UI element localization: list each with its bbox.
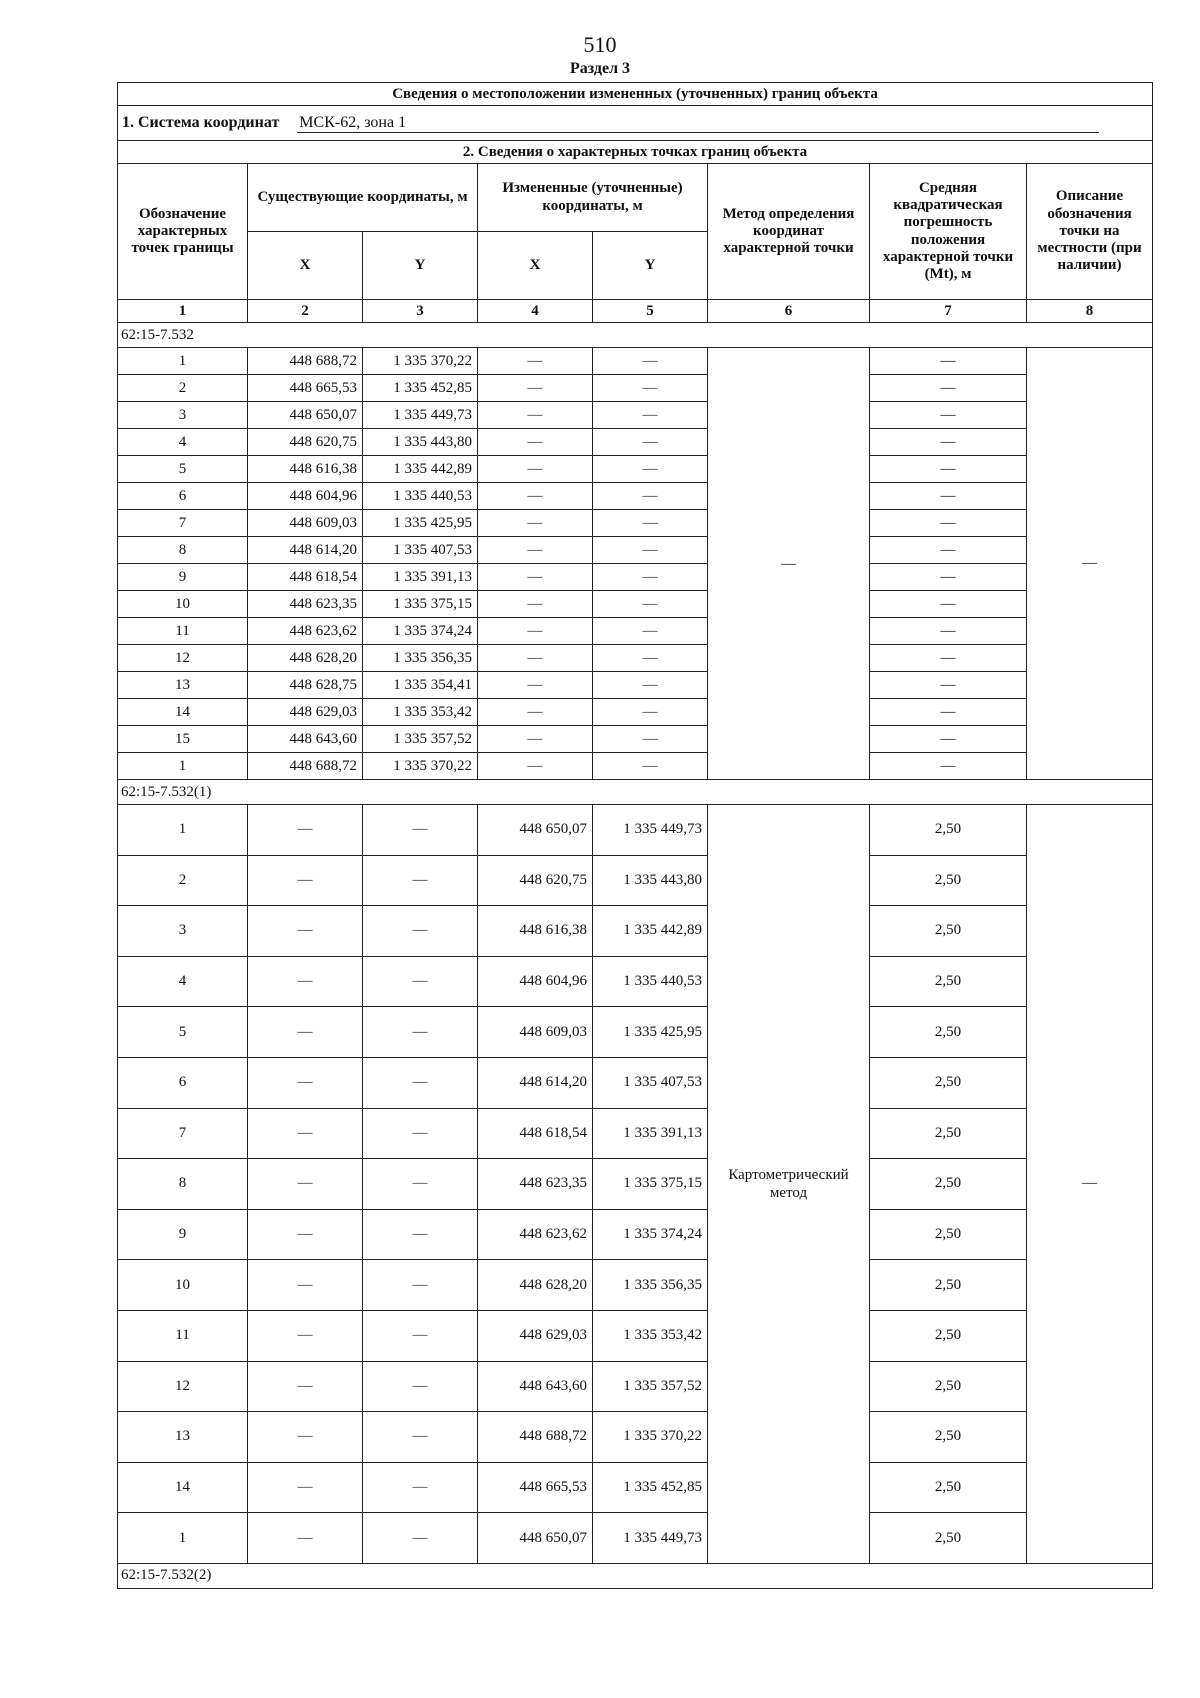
changed-x: — [478, 699, 593, 726]
existing-x: — [248, 1057, 363, 1108]
header-changed: Измененные (уточненные) координаты, м [478, 164, 708, 232]
existing-x: 448 628,20 [248, 645, 363, 672]
table-row [118, 855, 1153, 906]
header-changed-y: Y [593, 232, 708, 300]
table-row [118, 1209, 1153, 1260]
mean-error: — [870, 753, 1027, 780]
point-number: 1 [118, 1513, 248, 1564]
existing-x: 448 623,35 [248, 591, 363, 618]
changed-y: — [593, 537, 708, 564]
existing-x: 448 688,72 [248, 348, 363, 375]
mean-error: 2,50 [870, 1310, 1027, 1361]
changed-x: — [478, 645, 593, 672]
point-number: 6 [118, 1057, 248, 1108]
mean-error: 2,50 [870, 1209, 1027, 1260]
existing-x: 448 618,54 [248, 564, 363, 591]
changed-y: — [593, 348, 708, 375]
point-number: 3 [118, 402, 248, 429]
point-number: 8 [118, 537, 248, 564]
existing-x: — [248, 1260, 363, 1311]
boundary-table [117, 82, 1153, 1589]
existing-y: — [363, 1462, 478, 1513]
point-number: 5 [118, 456, 248, 483]
mean-error: — [870, 645, 1027, 672]
changed-x: 448 618,54 [478, 1108, 593, 1159]
parcel-header-row [118, 780, 1153, 805]
existing-y: 1 335 354,41 [363, 672, 478, 699]
page-number: 510 [583, 32, 617, 57]
table-row [118, 956, 1153, 1007]
mean-error: 2,50 [870, 906, 1027, 957]
mean-error: 2,50 [870, 956, 1027, 1007]
point-number: 2 [118, 375, 248, 402]
existing-y: 1 335 374,24 [363, 618, 478, 645]
changed-y: 1 335 375,15 [593, 1159, 708, 1210]
existing-y: — [363, 1310, 478, 1361]
existing-y: 1 335 425,95 [363, 510, 478, 537]
changed-x: — [478, 510, 593, 537]
changed-x: 448 688,72 [478, 1412, 593, 1463]
existing-y: — [363, 855, 478, 906]
coord-system-value: МСК-62, зона 1 [297, 114, 1099, 133]
mean-error: 2,50 [870, 1007, 1027, 1058]
mean-error: 2,50 [870, 1361, 1027, 1412]
existing-y: — [363, 906, 478, 957]
existing-x: 448 609,03 [248, 510, 363, 537]
existing-y: — [363, 1361, 478, 1412]
point-number: 13 [118, 672, 248, 699]
table-row [118, 1310, 1153, 1361]
point-number: 11 [118, 618, 248, 645]
existing-x: 448 650,07 [248, 402, 363, 429]
point-number: 14 [118, 699, 248, 726]
existing-y: 1 335 370,22 [363, 753, 478, 780]
mean-error: 2,50 [870, 855, 1027, 906]
existing-y: 1 335 440,53 [363, 483, 478, 510]
existing-x: — [248, 1462, 363, 1513]
table-row [118, 805, 1153, 856]
point-number: 6 [118, 483, 248, 510]
changed-y: 1 335 443,80 [593, 855, 708, 906]
table-row [118, 456, 1153, 483]
existing-y: — [363, 1108, 478, 1159]
table-row [118, 1462, 1153, 1513]
table-row [118, 483, 1153, 510]
changed-y: — [593, 591, 708, 618]
table-row [118, 537, 1153, 564]
changed-x: — [478, 375, 593, 402]
changed-y: 1 335 357,52 [593, 1361, 708, 1412]
changed-y: — [593, 483, 708, 510]
column-number: 1 [118, 300, 248, 323]
method-cell: Картометрический метод [708, 805, 870, 1564]
parcel-header-row [118, 1563, 1153, 1588]
changed-y: 1 335 353,42 [593, 1310, 708, 1361]
changed-y: — [593, 510, 708, 537]
changed-x: — [478, 402, 593, 429]
changed-x: 448 614,20 [478, 1057, 593, 1108]
point-number: 4 [118, 429, 248, 456]
changed-y: — [593, 726, 708, 753]
changed-y: — [593, 645, 708, 672]
existing-x: 448 616,38 [248, 456, 363, 483]
changed-y: 1 335 442,89 [593, 906, 708, 957]
changed-x: 448 650,07 [478, 805, 593, 856]
existing-x: — [248, 855, 363, 906]
mean-error: — [870, 564, 1027, 591]
existing-x: — [248, 1159, 363, 1210]
point-number: 10 [118, 591, 248, 618]
changed-y: — [593, 456, 708, 483]
changed-x: — [478, 564, 593, 591]
point-number: 10 [118, 1260, 248, 1311]
mean-error: — [870, 591, 1027, 618]
point-number: 3 [118, 906, 248, 957]
changed-y: 1 335 449,73 [593, 1513, 708, 1564]
header-existing: Существующие координаты, м [248, 164, 478, 232]
existing-y: — [363, 1209, 478, 1260]
changed-x: 448 629,03 [478, 1310, 593, 1361]
coord-system-label: 1. Система координат [122, 113, 280, 131]
changed-y: 1 335 391,13 [593, 1108, 708, 1159]
column-number: 2 [248, 300, 363, 323]
existing-y: 1 335 375,15 [363, 591, 478, 618]
changed-x: — [478, 456, 593, 483]
changed-y: 1 335 452,85 [593, 1462, 708, 1513]
table-row [118, 1159, 1153, 1210]
changed-x: 448 623,35 [478, 1159, 593, 1210]
changed-x: 448 650,07 [478, 1513, 593, 1564]
existing-y: 1 335 357,52 [363, 726, 478, 753]
changed-y: — [593, 402, 708, 429]
changed-y: 1 335 374,24 [593, 1209, 708, 1260]
mean-error: — [870, 699, 1027, 726]
existing-x: — [248, 1209, 363, 1260]
changed-x: — [478, 429, 593, 456]
parcel-id: 62:15-7.532(2) [118, 1563, 1153, 1588]
existing-x: 448 665,53 [248, 375, 363, 402]
points-title: 2. Сведения о характерных точках границ объекта [118, 141, 1153, 164]
point-number: 7 [118, 1108, 248, 1159]
header-existing-y: Y [363, 232, 478, 300]
point-number: 2 [118, 855, 248, 906]
mean-error: — [870, 726, 1027, 753]
existing-y: — [363, 805, 478, 856]
mean-error: 2,50 [870, 1513, 1027, 1564]
existing-y: — [363, 1159, 478, 1210]
point-number: 14 [118, 1462, 248, 1513]
changed-x: 448 620,75 [478, 855, 593, 906]
column-number: 8 [1027, 300, 1153, 323]
existing-x: — [248, 1007, 363, 1058]
mean-error: — [870, 456, 1027, 483]
header-existing-x: X [248, 232, 363, 300]
existing-x: 448 688,72 [248, 753, 363, 780]
existing-x: — [248, 1513, 363, 1564]
parcel-id: 62:15-7.532 [118, 323, 1153, 348]
changed-x: 448 616,38 [478, 906, 593, 957]
table-row [118, 402, 1153, 429]
existing-y: — [363, 1260, 478, 1311]
table-row [118, 1412, 1153, 1463]
existing-x: 448 643,60 [248, 726, 363, 753]
existing-y: 1 335 452,85 [363, 375, 478, 402]
existing-x: — [248, 956, 363, 1007]
table-row [118, 510, 1153, 537]
parcel-header-row [118, 323, 1153, 348]
table-row [118, 1513, 1153, 1564]
changed-x: 448 604,96 [478, 956, 593, 1007]
existing-x: 448 629,03 [248, 699, 363, 726]
existing-x: — [248, 1361, 363, 1412]
table-body [118, 83, 1153, 1589]
changed-y: — [593, 564, 708, 591]
column-number: 5 [593, 300, 708, 323]
existing-y: 1 335 391,13 [363, 564, 478, 591]
parcel-id: 62:15-7.532(1) [118, 780, 1153, 805]
mean-error: — [870, 672, 1027, 699]
header-point: Обозначение характерных точек границы [118, 164, 248, 300]
table-row [118, 906, 1153, 957]
existing-x: — [248, 906, 363, 957]
mean-error: — [870, 537, 1027, 564]
table-row [118, 375, 1153, 402]
changed-y: 1 335 356,35 [593, 1260, 708, 1311]
table-row [118, 591, 1153, 618]
changed-y: — [593, 753, 708, 780]
existing-y: — [363, 1057, 478, 1108]
point-number: 7 [118, 510, 248, 537]
changed-x: — [478, 483, 593, 510]
changed-y: 1 335 425,95 [593, 1007, 708, 1058]
header-method: Метод определения координат характерной точки [708, 164, 870, 300]
changed-y: — [593, 429, 708, 456]
table-row [118, 429, 1153, 456]
mean-error: — [870, 348, 1027, 375]
point-number: 15 [118, 726, 248, 753]
existing-y: 1 335 356,35 [363, 645, 478, 672]
changed-x: — [478, 753, 593, 780]
table-row [118, 753, 1153, 780]
table-row [118, 348, 1153, 375]
changed-y: 1 335 407,53 [593, 1057, 708, 1108]
changed-x: 448 628,20 [478, 1260, 593, 1311]
table-row [118, 726, 1153, 753]
column-number: 7 [870, 300, 1027, 323]
table-row [118, 564, 1153, 591]
table-row [118, 672, 1153, 699]
changed-y: 1 335 370,22 [593, 1412, 708, 1463]
table-row [118, 1007, 1153, 1058]
changed-y: 1 335 440,53 [593, 956, 708, 1007]
point-number: 11 [118, 1310, 248, 1361]
mean-error: — [870, 483, 1027, 510]
changed-x: 448 665,53 [478, 1462, 593, 1513]
point-number: 12 [118, 1361, 248, 1412]
point-number: 8 [118, 1159, 248, 1210]
existing-y: 1 335 370,22 [363, 348, 478, 375]
changed-x: — [478, 591, 593, 618]
point-number: 9 [118, 1209, 248, 1260]
point-number: 1 [118, 348, 248, 375]
existing-y: 1 335 442,89 [363, 456, 478, 483]
table-row [118, 699, 1153, 726]
mean-error: — [870, 402, 1027, 429]
existing-y: 1 335 443,80 [363, 429, 478, 456]
changed-x: — [478, 672, 593, 699]
existing-y: 1 335 407,53 [363, 537, 478, 564]
table-row [118, 1108, 1153, 1159]
method-cell: — [708, 348, 870, 780]
mean-error: — [870, 618, 1027, 645]
point-number: 9 [118, 564, 248, 591]
changed-x: — [478, 348, 593, 375]
existing-y: 1 335 449,73 [363, 402, 478, 429]
changed-x: 448 609,03 [478, 1007, 593, 1058]
mean-error: 2,50 [870, 805, 1027, 856]
description-cell: — [1027, 805, 1153, 1564]
changed-y: — [593, 375, 708, 402]
column-number: 3 [363, 300, 478, 323]
point-number: 13 [118, 1412, 248, 1463]
coord-system-cell [118, 106, 1153, 141]
existing-y: — [363, 956, 478, 1007]
changed-y: — [593, 618, 708, 645]
column-number: 6 [708, 300, 870, 323]
changed-y: — [593, 672, 708, 699]
table-row [118, 1057, 1153, 1108]
mean-error: 2,50 [870, 1057, 1027, 1108]
table-row [118, 1361, 1153, 1412]
section-title: Раздел 3 [569, 60, 631, 77]
mean-error: — [870, 429, 1027, 456]
point-number: 1 [118, 805, 248, 856]
table-title: Сведения о местоположении измененных (уточненных) границ объекта [118, 83, 1153, 106]
existing-y: — [363, 1412, 478, 1463]
table-row [118, 645, 1153, 672]
point-number: 5 [118, 1007, 248, 1058]
description-cell: — [1027, 348, 1153, 780]
existing-x: 448 604,96 [248, 483, 363, 510]
existing-x: — [248, 1310, 363, 1361]
existing-x: — [248, 1412, 363, 1463]
mean-error: 2,50 [870, 1108, 1027, 1159]
column-number: 4 [478, 300, 593, 323]
existing-x: — [248, 805, 363, 856]
changed-x: — [478, 537, 593, 564]
existing-y: 1 335 353,42 [363, 699, 478, 726]
changed-x: — [478, 618, 593, 645]
mean-error: — [870, 510, 1027, 537]
point-number: 4 [118, 956, 248, 1007]
table-row [118, 1260, 1153, 1311]
mean-error: 2,50 [870, 1159, 1027, 1210]
changed-x: 448 623,62 [478, 1209, 593, 1260]
existing-y: — [363, 1007, 478, 1058]
point-number: 12 [118, 645, 248, 672]
point-number: 1 [118, 753, 248, 780]
changed-y: 1 335 449,73 [593, 805, 708, 856]
existing-y: — [363, 1513, 478, 1564]
changed-x: — [478, 726, 593, 753]
header-changed-x: X [478, 232, 593, 300]
mean-error: 2,50 [870, 1260, 1027, 1311]
header-description: Описание обозначения точки на местности (при наличии) [1027, 164, 1153, 300]
existing-x: 448 620,75 [248, 429, 363, 456]
existing-x: 448 623,62 [248, 618, 363, 645]
mean-error: 2,50 [870, 1462, 1027, 1513]
header-error: Средняя квадратическая погрешность положения характерной точки (Mt), м [870, 164, 1027, 300]
mean-error: 2,50 [870, 1412, 1027, 1463]
changed-y: — [593, 699, 708, 726]
mean-error: — [870, 375, 1027, 402]
existing-x: 448 628,75 [248, 672, 363, 699]
existing-x: 448 614,20 [248, 537, 363, 564]
table-row [118, 618, 1153, 645]
changed-x: 448 643,60 [478, 1361, 593, 1412]
existing-x: — [248, 1108, 363, 1159]
